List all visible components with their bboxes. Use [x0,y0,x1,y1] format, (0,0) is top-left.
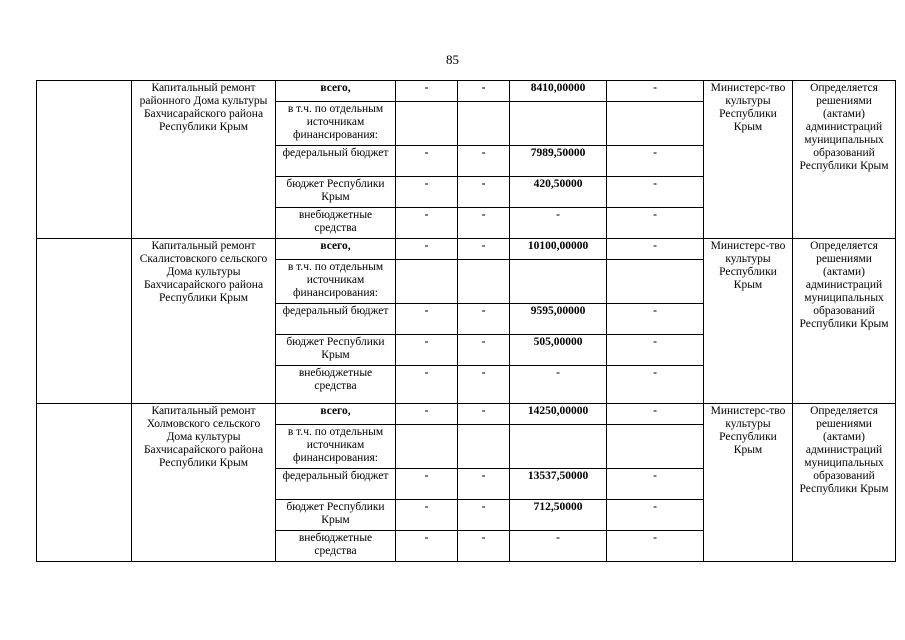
amount-cell-c1: - [396,177,458,208]
amount-cell-c3: 7989,50000 [510,146,607,177]
amount-cell-c3 [510,102,607,146]
amount-cell-c2: - [458,469,510,500]
amount-cell-c2: - [458,146,510,177]
row-number-cell [37,239,132,404]
legal-basis: Определяется решениями (актами) администраций муниципальных образований Республики Крым [793,239,896,404]
amount-cell-c1 [396,102,458,146]
amount-cell-c4: - [607,469,704,500]
funding-source: бюджет Республики Крым [276,335,396,366]
amount-cell-c4: - [607,208,704,239]
amount-cell-c3: 10100,00000 [510,239,607,260]
amount-cell-c1: - [396,404,458,425]
funding-source: внебюджетные средства [276,531,396,562]
amount-cell-c3: 505,00000 [510,335,607,366]
amount-cell-c3: - [510,531,607,562]
row-number-cell [37,404,132,562]
project-name: Капитальный ремонт Скалистовского сельского Дома культуры Бахчисарайского района Республики Крым [132,239,276,404]
amount-cell-c4: - [607,335,704,366]
table-row-total [37,81,896,102]
amount-cell-c2: - [458,366,510,404]
amount-cell-c2 [458,260,510,304]
funding-source: бюджет Республики Крым [276,500,396,531]
project-name: Капитальный ремонт Холмовского сельского Дома культуры Бахчисарайского района Республики Крым [132,404,276,562]
amount-cell-c3 [510,425,607,469]
amount-cell-c1: - [396,239,458,260]
amount-cell-c4 [607,425,704,469]
table-row-total [37,239,896,260]
project-name: Капитальный ремонт районного Дома культуры Бахчисарайского района Республики Крым [132,81,276,239]
amount-cell-c2: - [458,335,510,366]
funding-source: в т.ч. по отдельным источникам финансирования: [276,425,396,469]
amount-cell-c1 [396,260,458,304]
amount-cell-c2: - [458,304,510,335]
amount-cell-c4 [607,260,704,304]
amount-cell-c1: - [396,81,458,102]
amount-cell-c4: - [607,239,704,260]
amount-cell-c2: - [458,208,510,239]
funding-source: в т.ч. по отдельным источникам финансирования: [276,260,396,304]
amount-cell-c1: - [396,146,458,177]
amount-cell-c2: - [458,500,510,531]
funding-source: всего, [276,81,396,102]
funding-source: всего, [276,404,396,425]
row-number-cell [37,81,132,239]
amount-cell-c4 [607,102,704,146]
amount-cell-c2: - [458,81,510,102]
amount-cell-c4: - [607,177,704,208]
amount-cell-c1: - [396,366,458,404]
amount-cell-c3: 14250,00000 [510,404,607,425]
amount-cell-c4: - [607,531,704,562]
amount-cell-c1: - [396,531,458,562]
amount-cell-c1: - [396,335,458,366]
responsible-executor: Министерс-тво культуры Республики Крым [704,239,793,404]
amount-cell-c3: 8410,00000 [510,81,607,102]
amount-cell-c4: - [607,404,704,425]
page-number: 85 [446,52,459,67]
funding-source: федеральный бюджет [276,146,396,177]
amount-cell-c3: 13537,50000 [510,469,607,500]
funding-source: внебюджетные средства [276,208,396,239]
amount-cell-c2 [458,102,510,146]
amount-cell-c3: 712,50000 [510,500,607,531]
amount-cell-c4: - [607,146,704,177]
amount-cell-c2: - [458,531,510,562]
responsible-executor: Министерс-тво культуры Республики Крым [704,404,793,562]
amount-cell-c2: - [458,239,510,260]
amount-cell-c4: - [607,500,704,531]
amount-cell-c3: 420,50000 [510,177,607,208]
amount-cell-c4: - [607,366,704,404]
legal-basis: Определяется решениями (актами) администраций муниципальных образований Республики Крым [793,404,896,562]
amount-cell-c2 [458,425,510,469]
funding-source: всего, [276,239,396,260]
table-row-total [37,404,896,425]
amount-cell-c3: - [510,208,607,239]
amount-cell-c1: - [396,469,458,500]
amount-cell-c3: - [510,366,607,404]
amount-cell-c1: - [396,208,458,239]
amount-cell-c1: - [396,304,458,335]
funding-source: федеральный бюджет [276,304,396,335]
amount-cell-c2: - [458,404,510,425]
amount-cell-c1 [396,425,458,469]
funding-source: бюджет Республики Крым [276,177,396,208]
amount-cell-c2: - [458,177,510,208]
funding-source: в т.ч. по отдельным источникам финансирования: [276,102,396,146]
financing-table [36,80,896,562]
funding-source: федеральный бюджет [276,469,396,500]
amount-cell-c4: - [607,81,704,102]
legal-basis: Определяется решениями (актами) администраций муниципальных образований Республики Крым [793,81,896,239]
funding-source: внебюджетные средства [276,366,396,404]
amount-cell-c1: - [396,500,458,531]
table-body [37,81,896,562]
amount-cell-c3: 9595,00000 [510,304,607,335]
amount-cell-c4: - [607,304,704,335]
responsible-executor: Министерс-тво культуры Республики Крым [704,81,793,239]
amount-cell-c3 [510,260,607,304]
